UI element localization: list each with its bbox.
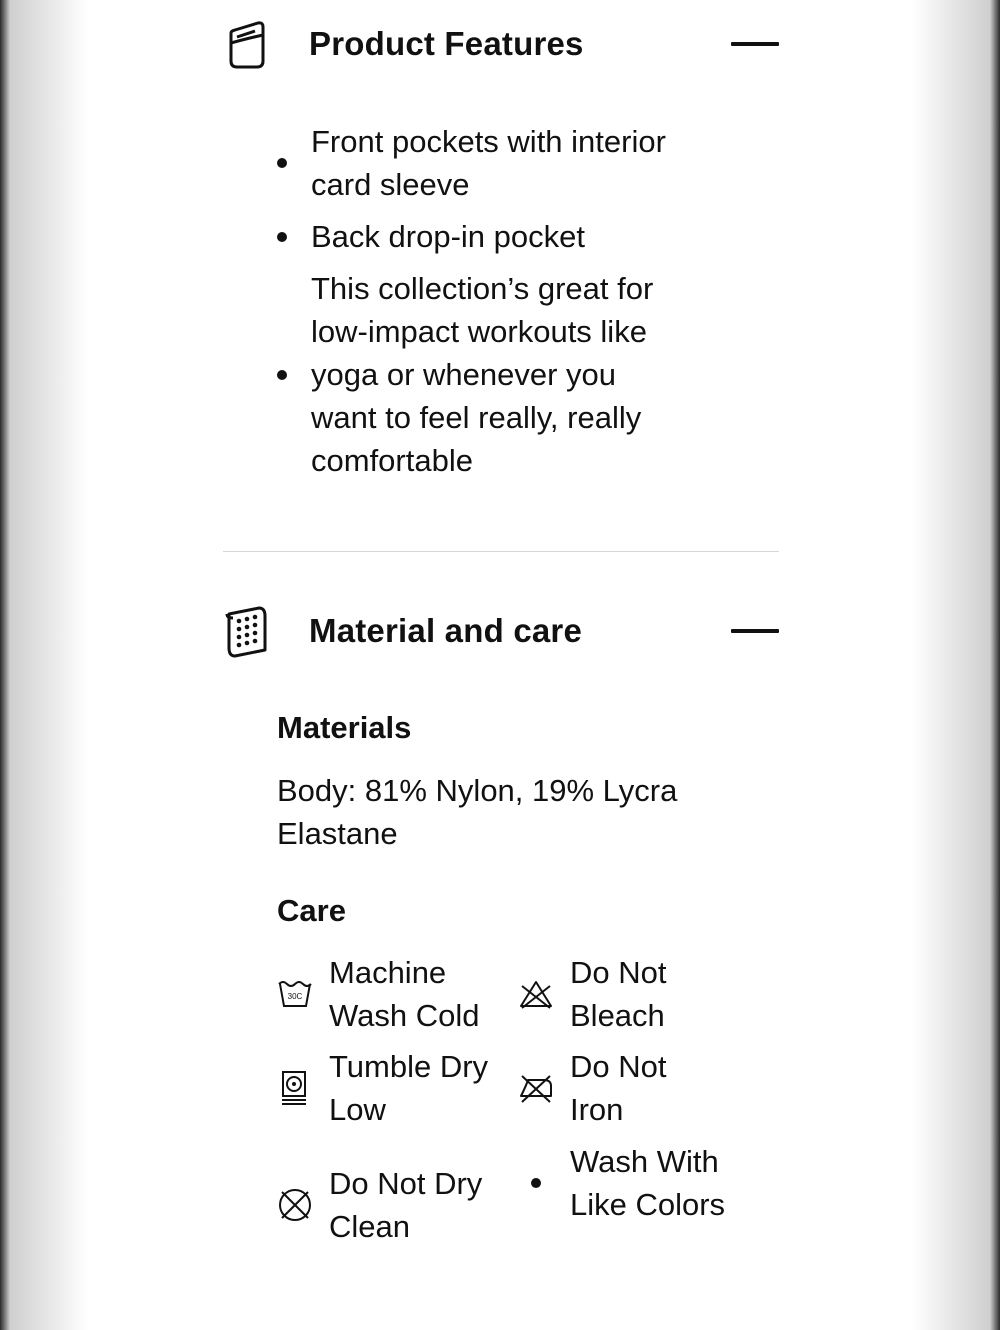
product-details-panel [88, 0, 913, 1330]
right-backdrop [912, 0, 1000, 1330]
list-item [277, 267, 677, 482]
product-features-header[interactable] [223, 14, 779, 74]
feature-text: Front pockets with interior card sleeve [311, 124, 666, 202]
care-item-machine-wash [277, 951, 492, 1037]
materials-heading: Materials [277, 710, 412, 745]
care-heading: Care [277, 893, 346, 928]
collapse-product-features-button[interactable] [731, 24, 779, 64]
tumble-dry-low-icon [277, 1066, 329, 1110]
minus-icon [731, 629, 779, 633]
care-label: Do Not Iron [570, 1049, 667, 1127]
svg-text:30C: 30C [287, 992, 303, 1001]
bullet-icon [277, 232, 311, 242]
care-item-do-not-iron [518, 1045, 718, 1131]
bullet-icon [277, 158, 311, 168]
machine-wash-cold-icon [277, 972, 329, 1016]
care-item-do-not-bleach [518, 951, 718, 1037]
bullet-icon [518, 1178, 570, 1188]
do-not-dry-clean-icon [277, 1183, 329, 1227]
product-features-list [277, 120, 697, 491]
do-not-iron-icon [518, 1066, 570, 1110]
care-item-wash-like-colors [518, 1140, 728, 1226]
care-item-tumble-dry [277, 1045, 492, 1131]
product-features-title: Product Features [309, 25, 584, 62]
fabric-swatch-icon [223, 604, 271, 658]
material-care-title: Material and care [309, 612, 583, 649]
care-label: Do Not Bleach [570, 955, 667, 1033]
list-item [277, 215, 697, 258]
feature-text: This collection’s great for low-impact workouts like yoga or whenever you want to feel really, really comfortable [311, 271, 654, 478]
care-label: Do Not Dry Clean [329, 1166, 483, 1244]
minus-icon [731, 42, 779, 46]
bullet-icon [277, 370, 311, 380]
list-item [277, 120, 697, 206]
feature-text: Back drop-in pocket [311, 219, 585, 254]
section-divider [223, 551, 779, 552]
do-not-bleach-icon [518, 972, 570, 1016]
material-care-header[interactable] [223, 601, 779, 661]
collapse-material-care-button[interactable] [731, 611, 779, 651]
jacket-icon [223, 17, 271, 71]
care-label: Wash With Like Colors [570, 1144, 726, 1222]
care-label: Machine Wash Cold [329, 955, 480, 1033]
care-item-do-not-dry-clean [277, 1162, 492, 1248]
materials-text: Body: 81% Nylon, 19% Lycra Elastane [277, 773, 678, 851]
care-label: Tumble Dry Low [329, 1049, 489, 1127]
